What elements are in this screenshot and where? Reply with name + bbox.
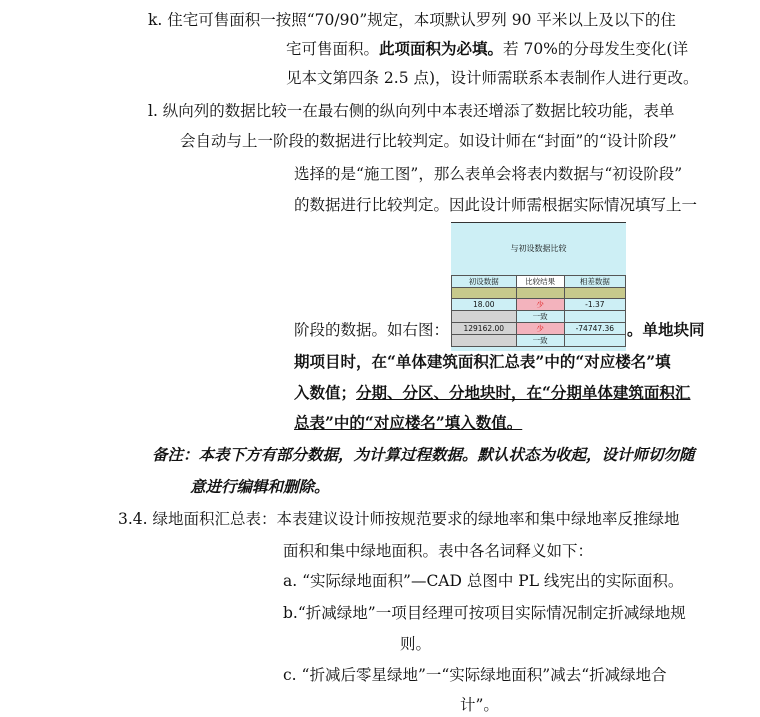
cell: 18.00 [452,299,517,311]
item-l-line5b: 。单地块同 [627,320,705,339]
text: 分期、分区、分地块时，在“分期单体建筑面积汇 [356,383,691,402]
comparison-table [451,275,626,347]
item-l-line5a: 阶段的数据。如右图： [294,321,450,339]
definition-a: a. “实际绿地面积”—CAD 总图中 PL 线宪出的实际面积。 [283,572,684,590]
definition-c-line2: 计”。 [460,696,499,714]
item-k-line1: k. 住宅可售面积一按照“70/90”规定，本项默认罗列 90 平米以上及以下的住 [148,11,676,29]
table-row [452,323,626,335]
text: 若 70%的分母发生变化(详 [503,40,688,58]
item-l-line1: l. 纵向列的数据比较一在最右侧的纵向列中本表还增添了数据比较功能，表单 [148,102,675,120]
definition-b-line2: 则。 [400,635,432,653]
note-line2: 意进行编辑和删除。 [190,477,330,496]
cell [564,311,625,323]
cell: 一致 [516,335,564,347]
cell [452,311,517,323]
item-l-line7 [294,383,690,403]
header: 初设数据 [452,276,517,288]
table-row [452,299,626,311]
table-row [452,335,626,347]
item-l-line2: 会自动与上一阶段的数据进行比较判定。如设计师在“封面”的“设计阶段” [180,132,677,150]
item-l-line3: 选择的是“施工图”，那么表单会将表内数据与“初设阶段” [294,165,683,183]
item-k-line2 [286,39,688,59]
text: 宅可售面积。 [286,40,380,58]
section-3-4-line2: 面积和集中绿地面积。表中各名词释义如下： [283,542,594,560]
definition-c-line1: c. “折减后零星绿地”一“实际绿地面积”减去“折减绿地合 [283,666,667,684]
cell [564,335,625,347]
cell: 129162.00 [452,323,517,335]
definition-b-line1: b.“折减绿地”一项目经理可按项目实际情况制定折减绿地规 [283,604,686,622]
required-note: 此项面积为必填。 [379,39,504,58]
cell: -74747.36 [564,323,625,335]
cell: 一致 [516,311,564,323]
item-l-line6: 期项目时，在“单体建筑面积汇总表”中的“对应楼名”填 [294,352,671,371]
text: 入数值； [294,383,357,402]
cell: 少 [516,323,564,335]
note-line1: 备注：本表下方有部分数据，为计算过程数据。默认状态为收起，设计师切勿随 [152,445,695,464]
item-l-line8: 总表”中的“对应楼名”填入数值。 [294,413,523,432]
table-row [452,311,626,323]
item-k-line3: 见本文第四条 2.5 点)，设计师需联系本表制作人进行更改。 [286,69,699,87]
cell: 少 [516,299,564,311]
cell: -1.37 [564,299,625,311]
header: 比较结果 [516,276,564,288]
section-3-4-line1: 3.4. 绿地面积汇总表：本表建议设计师按规范要求的绿地率和集中绿地率反推绿地 [118,510,680,528]
comparison-figure [451,222,626,351]
header: 相差数据 [564,276,625,288]
cell [452,335,517,347]
item-l-line4: 的数据进行比较判定。因此设计师需根据实际情况填写上一 [294,196,698,214]
figure-title: 与初设数据比较 [510,244,567,253]
